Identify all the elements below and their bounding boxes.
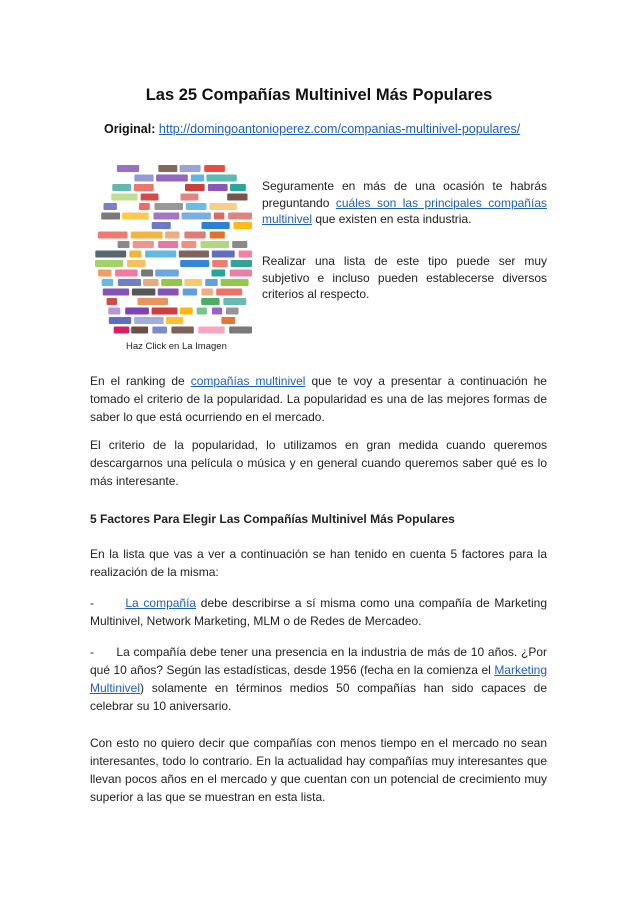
factor-2-text-b: ) solamente en términos medios 50 compañías han sido capaces de celebrar su 10 aniversario. bbox=[90, 681, 547, 713]
intro-paragraph-1 bbox=[262, 178, 547, 228]
la-compania-link[interactable]: La compañía bbox=[125, 596, 197, 610]
factor-1-text: debe describirse a sí misma como una compañía de Marketing Multinivel, Network Marketing, MLM o de Redes de Mercadeo. bbox=[90, 596, 548, 628]
page-title: Las 25 Compañías Multinivel Más Populares bbox=[145, 86, 493, 104]
intro-text-2: Realizar una lista de este tipo puede ser muy subjetivo e incluso pueden establecerse diversos criterios al respecto. bbox=[262, 254, 547, 301]
popularidad-paragraph: El criterio de la popularidad, lo utilizamos en gran medida cuando queremos descargarnos una película o música y en general cuando queremos saber qué es lo más interesante. bbox=[90, 438, 547, 488]
factor-1-dash: - bbox=[90, 596, 94, 610]
factores-paragraph: En la lista que vas a ver a continuación se han tenido en cuenta 5 factores para la realización de la misma: bbox=[90, 547, 547, 579]
intro-text-a: Seguramente en más de una ocasión te habrás preguntando bbox=[262, 179, 547, 210]
logo-collage-icon bbox=[88, 162, 256, 334]
ranking-text-a: En el ranking de bbox=[90, 374, 185, 388]
original-label: Original: bbox=[104, 122, 156, 136]
image-caption: Haz Click en La Imagen bbox=[126, 341, 227, 352]
factor-2-paragraph bbox=[90, 643, 551, 715]
intro-text-b: que existen en esta industria. bbox=[315, 212, 472, 226]
original-url-link[interactable]: http://domingoantonioperez.com/companias-multinivel-populares/ bbox=[158, 122, 521, 136]
principales-companias-link[interactable]: cuáles son las principales compañías multinivel bbox=[262, 195, 547, 226]
marketing-multinivel-link[interactable]: Marketing Multinivel bbox=[90, 663, 547, 695]
logo-collage-image[interactable] bbox=[88, 162, 256, 334]
conclusion-paragraph: Con esto no quiero decir que compañías con menos tiempo en el mercado no sean interesantes, todo lo contrario. En la actualidad hay compañías muy interesantes que llevan pocos años en el mercado y que cuentan con un potencial de crecimiento muy superior a las que se muestran en esta lista. bbox=[90, 736, 547, 804]
factor-2-text-a: - La compañía debe tener una presencia en la industria de más de 10 años. ¿Por qué 10 años? Según las estadísticas, desde 1956 (fecha en la comienza el bbox=[90, 645, 551, 677]
factor-1-paragraph bbox=[90, 594, 547, 630]
ranking-text-b: que te voy a presentar a continuación he tomado el criterio de la popularidad. La popularidad es una de las mejores formas de saber lo que está ocurriendo en el mercado. bbox=[90, 374, 547, 424]
original-source bbox=[104, 122, 520, 136]
section-heading: 5 Factores Para Elegir Las Compañías Multinivel Más Populares bbox=[90, 512, 455, 526]
companias-multinivel-link[interactable]: compañías multinivel bbox=[190, 374, 306, 388]
intro-paragraph-2 bbox=[262, 253, 547, 303]
ranking-paragraph bbox=[90, 372, 547, 426]
